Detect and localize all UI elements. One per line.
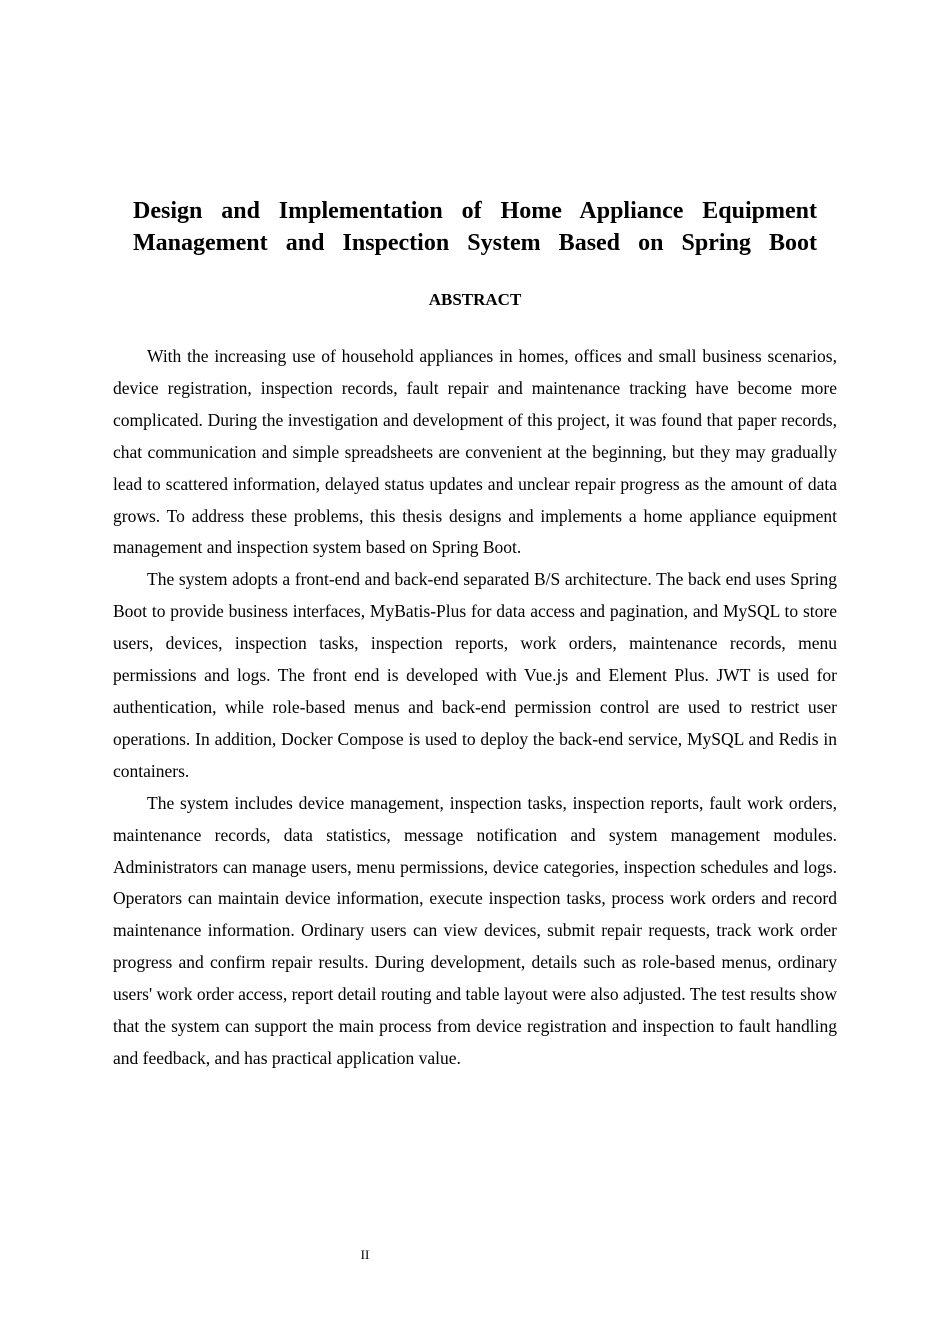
abstract-body bbox=[113, 341, 837, 1075]
page-number: II bbox=[360, 1247, 370, 1262]
abstract-paragraph-3: The system includes device management, inspection tasks, inspection reports, fault work orders, maintenance records, data statistics, message notification and system management modules. Administrators can manage users, menu permissions, device categories, inspection schedules and logs. Operators can maintain device information, execute inspection tasks, process work orders and record maintenance information. Ordinary users can view devices, submit repair requests, track work order progress and confirm repair results. During development, details such as role-based menus, ordinary users' work order access, report detail routing and table layout were also adjusted. The test results show that the system can support the main process from device registration and inspection to fault handling and feedback, and has practical application value. bbox=[113, 792, 838, 1068]
abstract-paragraph-2: The system adopts a front-end and back-end separated B/S architecture. The back end uses Spring Boot to provide business interfaces, MyBatis-Plus for data access and pagination, and MySQL to store users, devices, inspection tasks, inspection reports, work orders, maintenance records, menu permissions and logs. The front end is developed with Vue.js and Element Plus. JWT is used for authentication, while role-based menus and back-end permission control are used to restrict user operations. In addition, Docker Compose is used to deploy the back-end service, MySQL and Redis in containers. bbox=[113, 569, 837, 781]
abstract-heading: ABSTRACT bbox=[428, 290, 522, 309]
abstract-paragraph-1: With the increasing use of household appliances in homes, offices and small business scenarios, device registration, inspection records, fault repair and maintenance tracking have become more complicated. During the investigation and development of this project, it was found that paper records, chat communication and simple spreadsheets are convenient at the beginning, but they may gradually lead to scattered information, delayed status updates and unclear repair progress as the amount of data grows. To address these problems, this thesis designs and implements a home appliance equipment management and inspection system based on Spring Boot. bbox=[113, 346, 837, 558]
paper-title: Design and Implementation of Home Appliance Equipment Management and Inspection System Based on Spring Boot bbox=[133, 198, 817, 256]
